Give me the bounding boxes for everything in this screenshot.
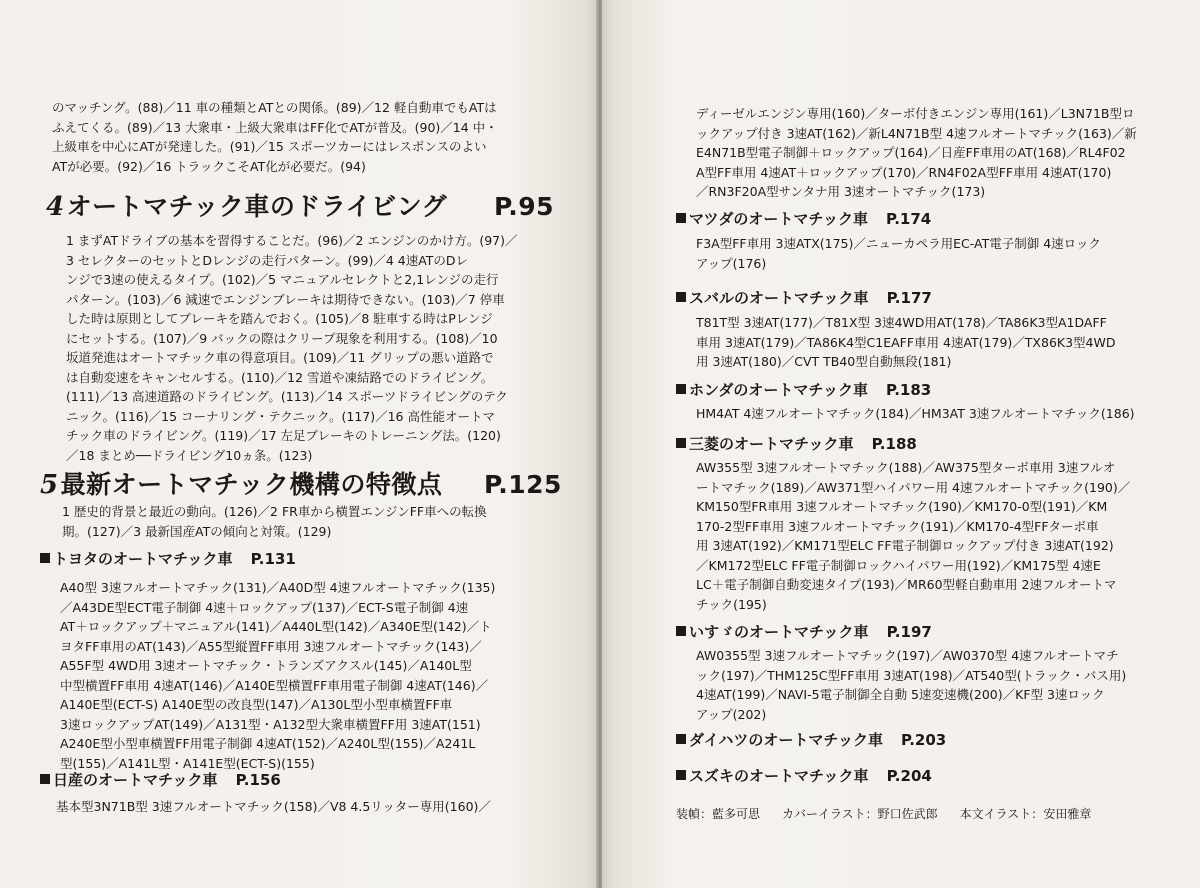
text-line: ヨタFF車用のAT(143)／A55型縦置FF車用 3速フルオートマチック(143)／ (60, 638, 482, 654)
text-line: KM150型FR車用 3速フルオートマチック(190)／KM170-0型(191)／KM (696, 499, 1108, 514)
section-page: P.188 (871, 435, 917, 453)
isuzu-contents (696, 646, 1126, 724)
subaru-heading (676, 288, 932, 308)
isuzu-heading (676, 622, 932, 642)
text-line: ／RN3F20A型サンタナ用 3速オートマチック(173) (696, 184, 986, 199)
section-page: P.203 (900, 731, 947, 749)
chapter-page: P.125 (484, 470, 562, 499)
text-line: 用 3速AT(180)／CVT TB40型自動無段(181) (696, 354, 952, 369)
text-line: ATが必要。(92)／16 トラックこそAT化が必要だ。(94) (52, 158, 366, 174)
text-line: F3A型FF車用 3速ATX(175)／ニューカペラ用EC-AT電子制御 4速ロック (696, 236, 1101, 251)
section-title: スズキのオートマチック車 (689, 767, 869, 785)
chapter-5-heading (40, 470, 562, 500)
text-line: チック(195) (696, 596, 767, 612)
text-line: チック車のドライビング。(119)／17 左足ブレーキのトレーニング法。(120) (66, 428, 501, 443)
square-bullet-icon (676, 213, 686, 223)
mitsubishi-heading (676, 434, 917, 454)
square-bullet-icon (676, 292, 686, 302)
section-title: 三菱のオートマチック車 (689, 435, 854, 453)
text-line: 基本型3N71B型 3速フルオートマチック(158)／V8 4.5リッター専用(160)／ (56, 799, 491, 814)
chapter-5-contents (62, 502, 487, 541)
text-line: AT＋ロックアップ＋マニュアル(141)／A440L型(142)／A340E型(142)／ト (60, 619, 492, 634)
text-line: のマッチング。(88)／11 車の種類とATとの関係。(89)／12 軽自動車でもATは (52, 100, 497, 115)
square-bullet-icon (40, 774, 50, 784)
toyota-contents (60, 578, 495, 773)
section-page: P.183 (885, 381, 932, 399)
text-line: ック(197)／THM125C型FF車用 3速AT(198)／AT540型(トラック・バス用) (696, 667, 1127, 683)
section-title: いすゞのオートマチック車 (689, 623, 869, 641)
text-line: 用 3速AT(192)／KM171型ELC FF電子制御ロックアップ付き 3速AT(192) (696, 538, 1114, 553)
text-line: T81T型 3速AT(177)／T81X型 3速4WD用AT(178)／TA86K3型A1DAFF (696, 315, 1107, 330)
text-illustration-credit: 本文イラスト：安田雅章 (959, 807, 1092, 821)
left-page (0, 0, 598, 888)
text-line: ンジで3速の使えるタイプ。(102)／5 マニュアルセレクトと2,1レンジの走行 (66, 272, 499, 287)
text-line: ／KM172型ELC FF電子制御ロックハイパワー用(192)／KM175型 4速E (696, 557, 1101, 573)
subaru-contents (696, 313, 1115, 372)
text-line: ふえてくる。(89)／13 大衆車・上級大衆車はFF化でATが普及。(90)／14 中・ (52, 119, 498, 135)
text-line: パターン。(103)／6 減速でエンジンブレーキは期待できない。(103)／7 停車 (66, 291, 505, 307)
text-line: ディーゼルエンジン専用(160)／ターボ付きエンジン専用(161)／L3N71B型ロ (696, 106, 1135, 121)
chapter-title: 最新オートマチック機構の特徴点 (60, 470, 443, 499)
section-title: マツダのオートマチック車 (689, 210, 868, 228)
text-line: 3 セレクターのセットとDレンジの走行パターン。(99)／4 4速ATのDレ (66, 252, 469, 268)
mazda-contents (696, 234, 1101, 273)
text-line: A40型 3速フルオートマチック(131)／A40D型 4速フルオートマチック(135) (60, 580, 496, 595)
chapter-page: P.95 (494, 192, 555, 221)
text-line: 車用 3速AT(179)／TA86K4型C1EAFF車用 4速AT(179)／TX86K3型4WD (696, 334, 1116, 350)
text-line: ックアップ付き 3速AT(162)／新L4N71B型 4速フルオートマチック(163)／新 (696, 125, 1137, 141)
binding-credit: 装幀：藍多可思 (676, 807, 761, 821)
text-line: ／18 まとめ──ドライビング10ヵ条。(123) (66, 447, 313, 463)
text-line: A型FF車用 4速AT＋ロックアップ(170)／RN4F02A型FF車用 4速AT(170) (696, 164, 1112, 180)
text-line: ートマチック(189)／AW371型ハイパワー用 4速フルオートマチック(190)／ (696, 479, 1131, 495)
text-line: AW355型 3速フルオートマチック(188)／AW375型ターボ車用 3速フルオ (696, 460, 1116, 475)
text-line: にセットする。(107)／9 バックの際はクリープ現象を利用する。(108)／10 (66, 330, 498, 346)
right-page (602, 0, 1200, 888)
section-page: P.131 (250, 550, 296, 568)
nissan-contents (56, 797, 491, 817)
chapter-number: 5 (40, 470, 59, 500)
daihatsu-heading (676, 730, 946, 750)
text-line: 型(155)／A141L型・A141E型(ECT-S)(155) (60, 755, 315, 771)
text-line: 1 まずATドライブの基本を習得することだ。(96)／2 エンジンのかけ方。(97)／ (66, 233, 518, 248)
square-bullet-icon (676, 438, 686, 448)
text-line: 4速AT(199)／NAVI-5電子制御全自動 5速変速機(200)／KF型 3速ロック (696, 687, 1105, 702)
suzuki-heading (676, 766, 932, 786)
nissan-heading (40, 770, 281, 790)
cover-illustration-credit: カバーイラスト：野口佐武郎 (782, 807, 938, 821)
honda-contents (696, 404, 1135, 424)
text-line: 中型横置FF車用 4速AT(146)／A140E型横置FF車用電子制御 4速AT(146)／ (60, 677, 489, 693)
text-line: A55F型 4WD用 3速オートマチック・トランズアクスル(145)／A140L型 (60, 658, 472, 673)
text-line: ／A43DE型ECT電子制御 4速＋ロックアップ(137)／ECT-S電子制御 4速 (60, 599, 469, 615)
text-line: E4N71B型電子制御＋ロックアップ(164)／日産FF車用のAT(168)／RL4F02 (696, 145, 1126, 160)
chapter-title: オートマチック車のドライビング (66, 192, 448, 221)
text-line: 坂道発進はオートマチック車の得意項目。(109)／11 グリップの悪い道路で (66, 350, 494, 365)
square-bullet-icon (676, 770, 686, 780)
section-title: ホンダのオートマチック車 (689, 381, 868, 399)
section-page: P.204 (886, 767, 932, 785)
mazda-heading (676, 209, 931, 229)
section-page: P.174 (885, 210, 932, 228)
section-title: 日産のオートマチック車 (53, 771, 218, 789)
credits-line (676, 805, 1113, 822)
text-line: アップ(176) (696, 255, 767, 271)
square-bullet-icon (676, 734, 686, 744)
text-line: した時は原則としてブレーキを踏んでおく。(105)／8 駐車する時はPレンジ (66, 311, 493, 326)
text-line: 3速ロックアップAT(149)／A131型・A132型大衆車横置FF用 3速AT(151) (60, 716, 481, 732)
text-line: アップ(202) (696, 706, 767, 722)
nissan-continued (696, 104, 1137, 202)
text-line: 1 歴史的背景と最近の動向。(126)／2 FR車から横置エンジンFF車への転換 (62, 504, 487, 519)
honda-heading (676, 380, 931, 400)
text-line: A240E型小型車横置FF用電子制御 4速AT(152)／A240L型(155)／A241L (60, 736, 476, 751)
section-title: トヨタのオートマチック車 (53, 550, 233, 568)
section-page: P.177 (886, 289, 932, 307)
intro-paragraph (52, 98, 498, 176)
square-bullet-icon (40, 553, 50, 563)
mitsubishi-contents (696, 458, 1130, 614)
text-line: ニック。(116)／15 コーナリング・テクニック。(117)／16 高性能オートマ (66, 408, 495, 424)
text-line: A140E型(ECT-S) A140E型の改良型(147)／A130L型小型車横置FF車 (60, 697, 453, 712)
text-line: は自動変速をキャンセルする。(110)／12 雪道や凍結路でのドライビング。 (66, 369, 494, 385)
chapter-4-heading (46, 192, 555, 222)
square-bullet-icon (676, 626, 686, 636)
text-line: 期。(127)／3 最新国産ATの傾向と対策。(129) (62, 523, 332, 539)
text-line: (111)／13 高速道路のドライビング。(113)／14 スポーツドライビングのテク (66, 389, 508, 404)
chapter-number: 4 (46, 192, 65, 222)
section-title: ダイハツのオートマチック車 (689, 731, 883, 749)
toyota-heading (40, 549, 296, 569)
text-line: LC＋電子制御自動変速タイプ(193)／MR60型軽自動車用 2速フルオートマ (696, 577, 1117, 592)
section-page: P.197 (886, 623, 932, 641)
chapter-4-contents (66, 231, 518, 465)
section-title: スバルのオートマチック車 (689, 289, 869, 307)
section-page: P.156 (235, 771, 281, 789)
square-bullet-icon (676, 384, 686, 394)
text-line: 170-2型FF車用 3速フルオートマチック(191)／KM170-4型FFターボ車 (696, 518, 1099, 534)
text-line: 上級車を中心にATが発達した。(91)／15 スポーツカーにはレスポンスのよい (52, 139, 487, 154)
text-line: HM4AT 4速フルオートマチック(184)／HM3AT 3速フルオートマチック(186) (696, 406, 1135, 421)
text-line: AW0355型 3速フルオートマチック(197)／AW0370型 4速フルオートマチ (696, 648, 1119, 663)
